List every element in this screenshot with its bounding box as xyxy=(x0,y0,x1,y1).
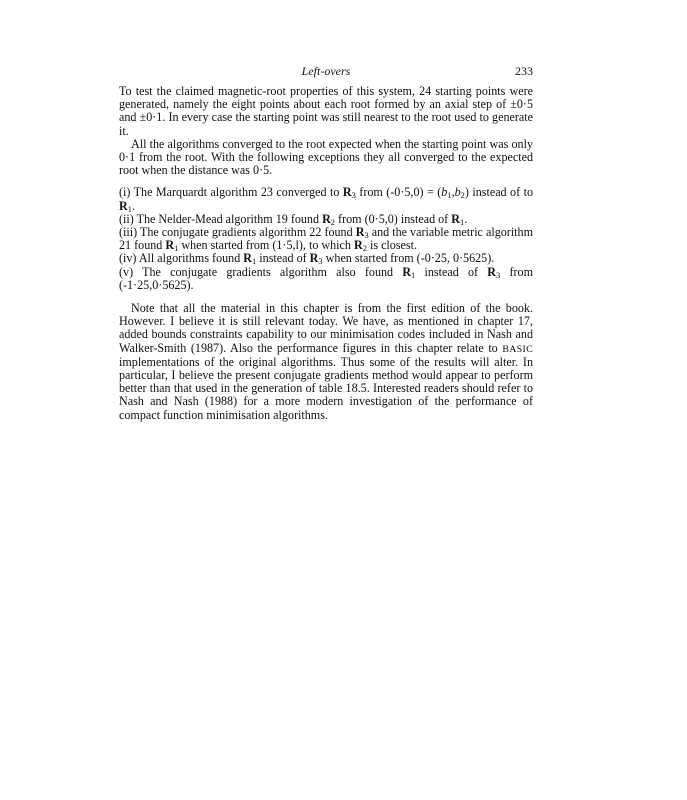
exception-list xyxy=(119,186,533,292)
paragraph-test-setup: To test the claimed magnetic-root properties of this system, 24 starting points were generated, namely the eight points about each root formed by an axial step of ±0·5 and ±0·1. In every case the starting point was still nearest to the root used to generate it. xyxy=(119,84,533,138)
exception-item-i: (i) The Marquardt algorithm 23 converged to $R_3$ from $(-0\cdot 5,0) = (b_1,b_2)$ instead of to $R_1$. xyxy=(119,185,533,214)
page-number: 233 xyxy=(515,64,533,78)
paragraph-convergence: All the algorithms converged to the root expected when the starting point was only 0·1 from the root. With the following exceptions they all converged to the expected root when the distance was 0·5. xyxy=(119,136,533,178)
exception-item-ii: (ii) The Nelder-Mead algorithm 19 found $R_2$ from (0·5,0) instead of $R_1$. xyxy=(119,211,468,227)
body-text xyxy=(119,85,533,422)
running-head: Left-overs xyxy=(301,64,351,78)
exception-item-iv: (iv) All algorithms found $R_1$ instead of $R_3$ when started from (-0·25, 0·5625). xyxy=(119,251,495,267)
exception-item-iii: (iii) The conjugate gradients algorithm 22 found $R_3$ and the variable metric algorithm 21 found $R_1$ when started from (1·5,l), to which $R_2$ is closest. xyxy=(119,225,533,254)
basic-smallcaps: BASIC xyxy=(502,343,533,355)
exception-item-v: (v) The conjugate gradients algorithm also found $R_1$ instead of $R_3$ from (-1·25,0·5625). xyxy=(119,264,533,292)
paragraph-note: Note that all the material in this chapter is from the first edition of the book. However. I believe it is still relevant today. We have, as mentioned in chapter 17, added bounds constraints capability to our minimisation codes included in Nash and Walker-Smith (1987). Also the performance figures in this chapter relate to BASIC implementations of the original algorithms. Thus some of the results will alter. In particular, I believe the present conjugate gradients method would appear to perform better than that used in the generation of table 18.5. Interested readers should refer to Nash and Nash (1988) for a more modern investigation of the performance of compact function minimisation algorithms. xyxy=(119,301,533,422)
page-header xyxy=(119,64,533,80)
